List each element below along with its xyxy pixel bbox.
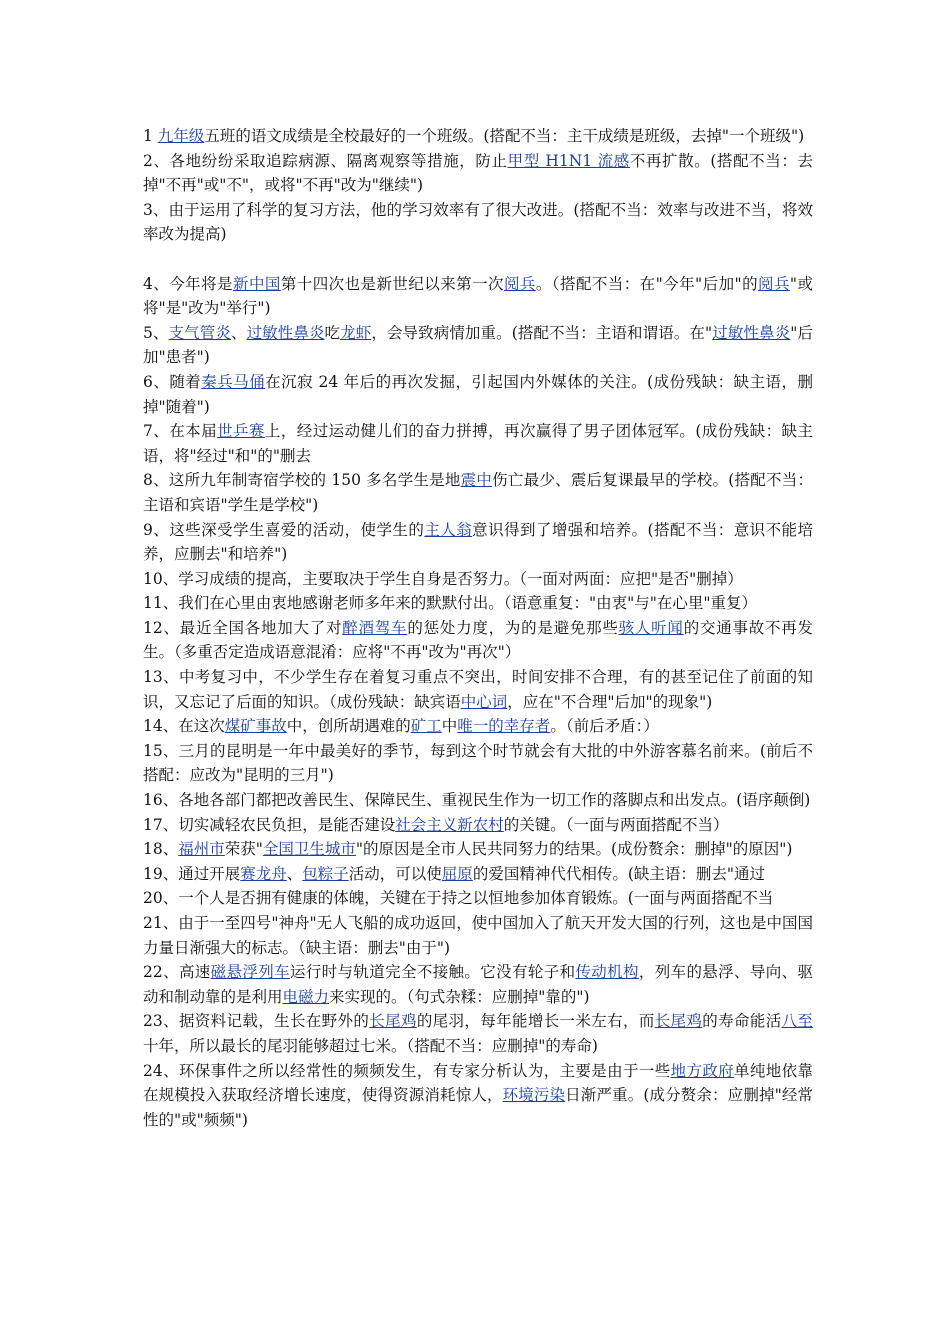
paragraph-text: 17、切实减轻农民负担，是能否建设 [143, 815, 396, 834]
paragraph-text: 活动，可以使 [348, 864, 442, 883]
paragraph-text: 五班的语文成绩是全校最好的一个班级。(搭配不当：主干成绩是班级，去掉"一个班级") [204, 127, 805, 145]
paragraph-text: 的惩处力度，为的是避免那些 [407, 618, 619, 637]
paragraph-text: 单纯地依靠在规模投入获取经济增长速度，使得资源消耗惊人， [143, 1061, 813, 1105]
paragraph-text: 十年，所以最长的尾羽能够超过七米。（搭配不当：应删掉"的寿命) [143, 1036, 598, 1055]
paragraph-text: 运行时与轨道完全不接触。它没有轮子和 [289, 963, 576, 982]
paragraph-text: 吃 [324, 323, 341, 342]
hyperlink[interactable]: 震中 [460, 471, 493, 490]
paragraph [143, 788, 813, 813]
hyperlink[interactable]: 中心词 [460, 692, 508, 711]
paragraph [143, 1059, 813, 1133]
paragraph-text: 18、 [143, 840, 179, 859]
paragraph-text: 5、 [143, 323, 169, 342]
hyperlink[interactable]: 全国卫生城市 [262, 840, 356, 859]
paragraph-text: 13、中考复习中，不少学生存在着复习重点不突出，时间安排不合理，有的甚至记住了前面的知识，又忘记了后面的知识。（成份残缺：缺宾语 [143, 668, 813, 711]
paragraph-text: 的寿命能活 [702, 1012, 782, 1031]
paragraph-text: 上，经过运动健儿们的奋力拼搏，再次赢得了男子团体冠军。(成份残缺：缺主语，将"经过"和"的"删去 [143, 422, 813, 465]
hyperlink[interactable]: 矿工 [410, 717, 442, 736]
paragraph-text: 。（前后矛盾：） [550, 717, 659, 736]
paragraph-text: 。（搭配不当：在"今年"后加"的 [535, 274, 759, 293]
hyperlink[interactable]: 过敏性鼻炎 [246, 323, 325, 342]
paragraph-text: 第十四次也是新世纪以来第一次 [280, 274, 504, 293]
paragraph-text: 不再扩散。(搭配不当：去掉"不再"或"不"，或将"不再"改为"继续") [143, 151, 813, 195]
hyperlink[interactable]: 地方政府 [670, 1061, 735, 1080]
paragraph [143, 911, 813, 960]
paragraph-text: 12、最近全国各地加大了对 [143, 618, 343, 637]
paragraph-text: 的关键。（一面与两面搭配不当） [503, 815, 729, 834]
paragraph [143, 272, 813, 321]
paragraph [143, 813, 813, 838]
hyperlink[interactable]: 过敏性鼻炎 [712, 323, 791, 342]
paragraph [143, 1009, 813, 1058]
paragraph-text: ，应在"不合理"后加"的现象") [507, 692, 713, 711]
paragraph-text: 6、随着 [143, 372, 202, 391]
paragraph [143, 739, 813, 788]
hyperlink[interactable]: 赛龙舟 [240, 864, 287, 883]
hyperlink[interactable]: 支气管炎 [168, 323, 231, 342]
paragraph-text: 24、环保事件之所以经常性的频频发生，有专家分析认为，主要是由于一些 [143, 1061, 671, 1080]
hyperlink[interactable]: 九年级 [157, 127, 205, 145]
paragraph [143, 124, 813, 149]
paragraph-text: 20、一个人是否拥有健康的体魄，关键在于持之以恒地参加体育锻炼。(一面与两面搭配不当 [143, 889, 774, 908]
paragraph-text: 9、这些深受学生喜爱的活动，使学生的 [143, 520, 425, 539]
paragraph-text: 16、各地各部门都把改善民生、保障民生、重视民生作为一切工作的落脚点和出发点。(语序颠倒) [143, 791, 811, 810]
paragraph-text: 14、在这次 [143, 717, 225, 736]
hyperlink[interactable]: 屈原 [441, 864, 473, 883]
paragraph-text: 23、据资料记载，生长在野外的 [143, 1012, 370, 1031]
paragraph-text: 伤亡最少、震后复课最早的学校。(搭配不当：主语和宾语"学生是学校") [143, 471, 813, 514]
paragraph-text: 中，创所胡遇难的 [286, 717, 411, 736]
hyperlink[interactable]: 阅兵 [758, 274, 790, 293]
paragraph-text: 15、三月的昆明是一年中最美好的季节，每到这个时节就会有大批的中外游客慕名前来。(前后不搭配：应改为"昆明的三月") [143, 741, 813, 785]
paragraph-text: 3、由于运用了科学的复习方法，他的学习效率有了很大改进。(搭配不当：效率与改进不当，将效率改为提高) [143, 200, 813, 244]
hyperlink[interactable]: 八至 [781, 1012, 813, 1031]
paragraph-text: 的爱国精神代代相传。(缺主语：删去"通过 [472, 864, 765, 883]
paragraph-text: 荣获" [224, 840, 263, 859]
paragraph-text: 7、在本届 [143, 422, 218, 441]
document-body [143, 124, 813, 1132]
hyperlink[interactable]: 传动机构 [575, 963, 639, 982]
hyperlink[interactable]: 主人翁 [424, 520, 473, 539]
paragraph [143, 198, 813, 247]
paragraph [143, 567, 813, 592]
paragraph [143, 862, 813, 887]
hyperlink[interactable]: 包粽子 [302, 864, 349, 883]
hyperlink[interactable]: 阅兵 [503, 274, 536, 293]
paragraph [143, 665, 813, 714]
hyperlink[interactable]: 新中国 [233, 274, 281, 293]
hyperlink[interactable]: 甲型 H1N1 流感 [507, 151, 630, 170]
hyperlink[interactable]: 社会主义新农村 [395, 815, 504, 834]
paragraph-text: "后加"患者") [143, 323, 813, 367]
hyperlink[interactable]: 环境污染 [502, 1086, 566, 1105]
hyperlink[interactable]: 福州市 [178, 840, 225, 859]
paragraph [143, 468, 813, 517]
paragraph [143, 419, 813, 468]
paragraph-text: 来实现的。（句式杂糅：应删掉"靠的") [329, 987, 590, 1006]
paragraph [143, 370, 813, 419]
hyperlink[interactable]: 醉酒驾车 [342, 618, 408, 637]
paragraph [143, 886, 813, 911]
hyperlink[interactable]: 唯一的幸存者 [457, 717, 551, 736]
paragraph-text: 中 [441, 717, 458, 736]
paragraph-text: 、 [230, 323, 247, 342]
paragraph-text: 、 [286, 864, 303, 883]
hyperlink[interactable]: 磁悬浮列车 [210, 963, 290, 982]
paragraph-text: ，列车的悬浮、导向、驱动和制动靠的是利用 [143, 963, 813, 1006]
paragraph [143, 591, 813, 616]
hyperlink[interactable]: 龙虾 [340, 323, 372, 342]
paragraph-text: 在沉寂 24 年后的再次发掘，引起国内外媒体的关注。(成份残缺：缺主语，删掉"随着") [143, 372, 813, 416]
paragraph-text: 2、各地纷纷采取追踪病源、隔离观察等措施，防止 [143, 151, 508, 170]
hyperlink[interactable]: 煤矿事故 [224, 717, 287, 736]
paragraph-text: "的原因是全市人民共同努力的结果。(成份赘余：删掉"的原因") [355, 840, 793, 859]
hyperlink[interactable]: 秦兵马俑 [201, 372, 266, 391]
paragraph-text: 的尾羽，每年能增长一米左右，而 [416, 1012, 655, 1031]
hyperlink[interactable]: 世乒赛 [217, 422, 265, 441]
hyperlink[interactable]: 电磁力 [282, 987, 330, 1006]
paragraph [143, 960, 813, 1009]
hyperlink[interactable]: 长尾鸡 [369, 1012, 417, 1031]
paragraph-text: 8、这所九年制寄宿学校的 150 多名学生是地 [143, 471, 461, 490]
paragraph [143, 149, 813, 198]
paragraph-text: 10、学习成绩的提高，主要取决于学生自身是否努力。（一面对两面：应把"是否"删掉） [143, 569, 743, 588]
paragraph-text: "或将"是"改为"举行") [143, 274, 813, 318]
paragraph-text: 11、我们在心里由衷地感谢老师多年来的默默付出。（语意重复："由衷"与"在心里"重复） [143, 594, 757, 613]
paragraph [143, 518, 813, 567]
hyperlink[interactable]: 长尾鸡 [654, 1012, 703, 1031]
paragraph-text: 22、高速 [143, 963, 211, 982]
paragraph-text: 意识得到了增强和培养。(搭配不当：意识不能培养，应删去"和培养") [143, 520, 813, 564]
paragraph [143, 714, 813, 739]
paragraph-text: 4、今年将是 [143, 274, 233, 293]
paragraph [143, 321, 813, 370]
paragraph [143, 616, 813, 665]
paragraph-text: 1 [143, 127, 158, 145]
paragraph-text: 的交通事故不再发生。（多重否定造成语意混淆：应将"不再"改为"再次"） [143, 618, 813, 662]
paragraph [143, 837, 813, 862]
paragraph-text: ，会导致病情加重。(搭配不当：主语和谓语。在" [371, 323, 713, 342]
paragraph-text: 21、由于一至四号"神舟"无人飞船的成功返回，使中国加入了航天开发大国的行列，这也是中国国力量日渐强大的标志。（缺主语：删去"由于") [143, 914, 813, 957]
paragraph-text: 19、通过开展 [143, 864, 241, 883]
paragraph-text: 日渐严重。(成分赘余：应删掉"经常性的"或"频频") [143, 1086, 813, 1129]
hyperlink[interactable]: 骇人听闻 [618, 618, 684, 637]
